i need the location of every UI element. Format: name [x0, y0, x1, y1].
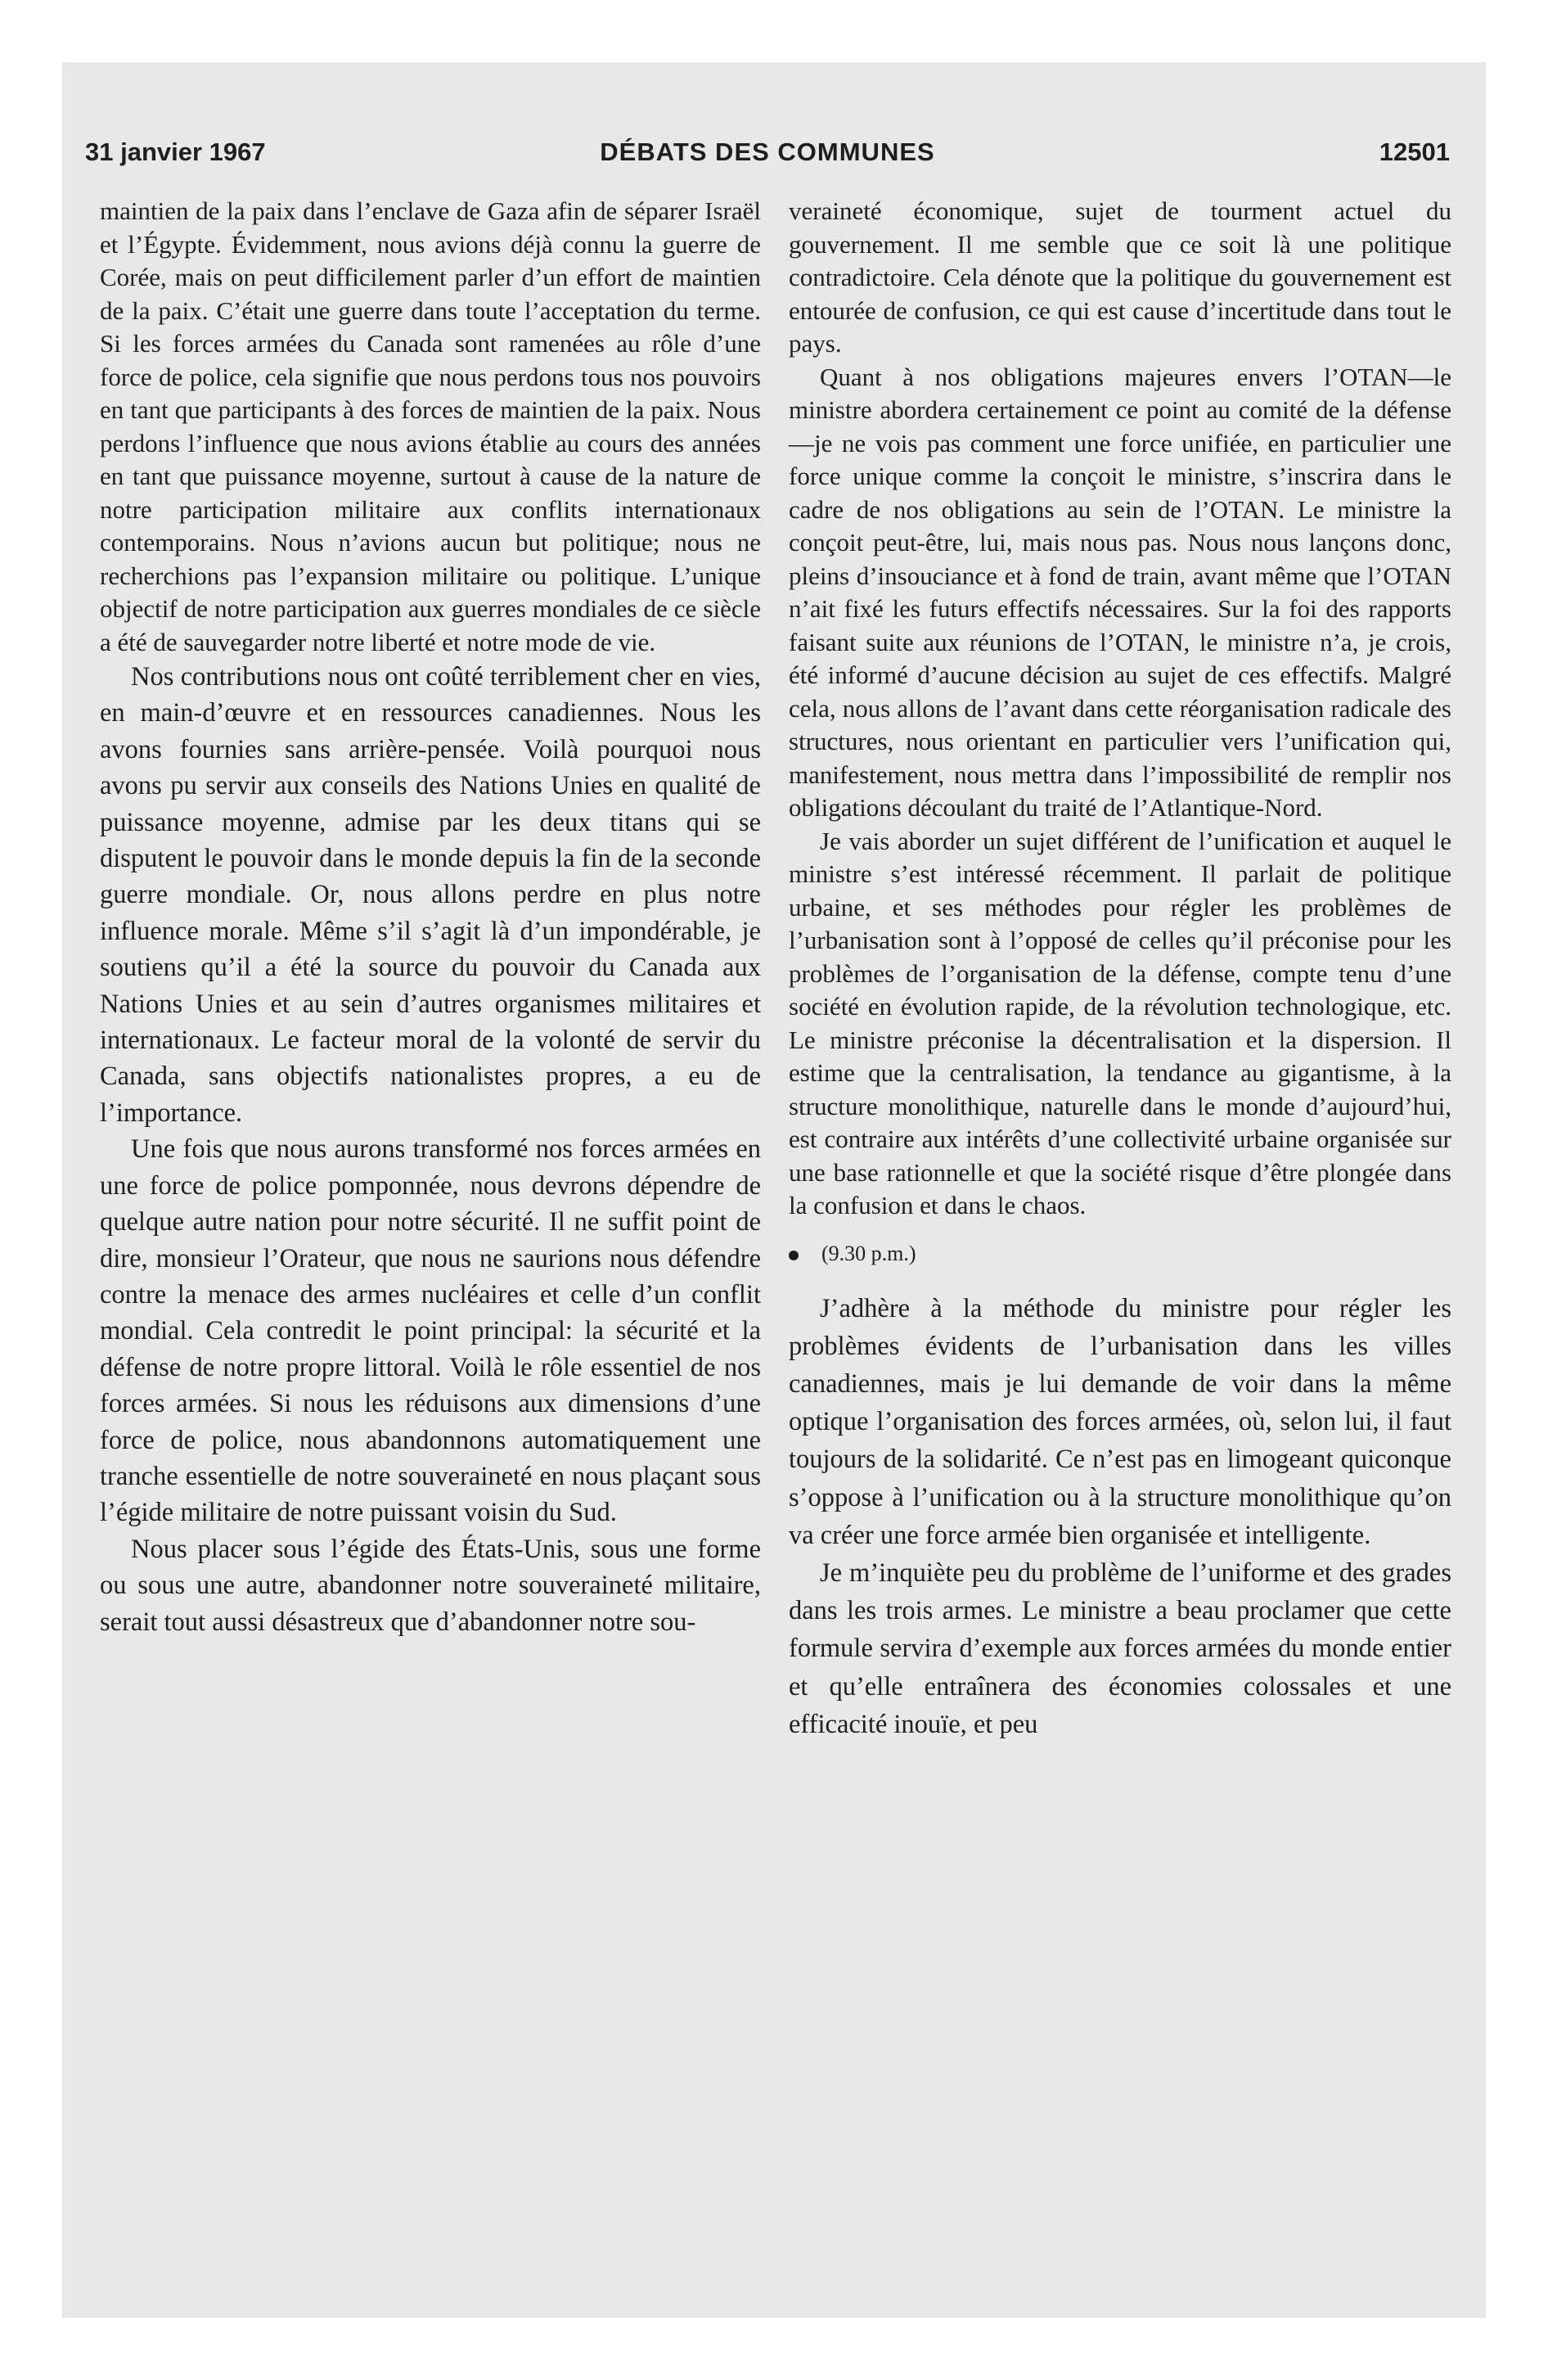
left-paragraph-1: maintien de la paix dans l’enclave de Gaza afin de séparer Israël et l’Égypte. Évidemment, nous avions déjà connu la guerre de Corée, mais on peut difficilement parler d’un effort de maintien de la paix. C’était une guerre dans toute l’acceptation du terme. Si les forces armées du Canada sont ramenées au rôle d’une force de police, cela signifie que nous perdons tous nos pouvoirs en tant que participants à des forces de maintien de la paix. Nous perdons l’influence que nous avions établie au cours des années en tant que puissance moyenne, surtout à cause de la nature de notre participation militaire aux conflits internationaux contemporains. Nous n’avions aucun but politique; nous ne recherchions pas l’expansion militaire ou politique. L’unique objectif de notre participation aux guerres mondiales de ce siècle a été de sauvegarder notre liberté et notre mode de vie. [100, 196, 761, 656]
header-title: DÉBATS DES COMMUNES [600, 137, 935, 166]
right-paragraph-4: J’adhère à la méthode du ministre pour régler les problèmes évidents de l’urbanisation dans les villes canadiennes, mais je lui demande de voir dans la même optique l’organisation des forces armées, où, selon lui, il faut toujours de la solidarité. Ce n’est pas en limogeant quiconque s’oppose à l’unification ou à la structure monolithique qu’on va créer une force armée bien organisée et intelligente. [789, 1293, 1451, 1550]
left-paragraph-3: Une fois que nous aurons transformé nos forces armées en une force de police pomponnée, nous devrons dépendre de quelque autre nation pour notre sécurité. Il ne suffit point de dire, monsieur l’Orateur, que nous ne saurions nous défendre contre la menace des armes nucléaires et celle d’un conflit mondial. Cela contredit le point principal: la sécurité et la défense de notre propre littoral. Voilà le rôle essentiel de nos forces armées. Si nous les réduisons aux dimensions d’une force de police, nous abandonnons automatiquement une tranche essentielle de notre souveraineté en nous plaçant sous l’égide militaire de notre puissant voisin du Sud. [100, 1134, 761, 1528]
header-date: 31 janvier 1967 [85, 137, 266, 166]
page-header [85, 137, 1450, 174]
right-paragraph-2: Quant à nos obligations majeures envers l’OTAN—le ministre abordera certainement ce point au comité de la défense—je ne vois pas comment une force unifiée, en particulier une force unique comme la conçoit le ministre, s’inscrira dans le cadre de nos obligations au sein de l’OTAN. Le ministre la conçoit peut-être, lui, mais nous pas. Nous nous lançons donc, pleins d’insouciance et à fond de train, avant même que l’OTAN n’ait fixé les futurs effectifs nécessaires. Sur la foi des rapports faisant suite aux réunions de l’OTAN, le ministre n’a, je crois, été informé d’aucune décision au sujet de ces effectifs. Malgré cela, nous allons de l’avant dans cette réorganisation radicale des structures, nous orientant en particulier vers l’unification qui, manifestement, nous mettra dans l’impossibilité de remplir nos obligations découlant du traité de l’Atlantique-Nord. [789, 362, 1451, 822]
right-paragraph-5: Je m’inquiète peu du problème de l’uniforme et des grades dans les trois armes. Le ministre a beau proclamer que cette formule servira d’exemple aux forces armées du monde entier et qu’elle entraînera des économies colossales et une efficacité inouïe, et peu [789, 1557, 1451, 1739]
left-column [100, 195, 761, 1640]
left-paragraph-4: Nous placer sous l’égide des États-Unis, sous une forme ou sous une autre, abandonner notre souveraineté militaire, serait tout aussi désastreux que d’abandonner notre sou- [100, 1534, 761, 1637]
right-paragraph-3: Je vais aborder un sujet différent de l’unification et auquel le ministre s’est intéressé récemment. Il parlait de politique urbaine, et ses méthodes pour régler les problèmes de l’urbanisation sont à l’opposé de celles qu’il préconise pour les problèmes de l’organisation de la défense, compte tenu d’une société en évolution rapide, de la révolution technologique, etc. Le ministre préconise la décentralisation et la dispersion. Il estime que la centralisation, la tendance au gigantisme, à la structure monolithique, naturelle dans le monde d’aujourd’hui, est contraire aux intérêts d’une collectivité urbaine organisée sur une base rationnelle et que la société risque d’être plongée dans la confusion et dans le chaos. [789, 826, 1451, 1219]
header-page-number: 12501 [1379, 137, 1450, 166]
left-paragraph-2: Nos contributions nous ont coûté terriblement cher en vies, en main-d’œuvre et en ressources canadiennes. Nous les avons fournies sans arrière-pensée. Voilà pourquoi nous avons pu servir aux conseils des Nations Unies en qualité de puissance moyenne, admise par les deux titans qui se disputent le pouvoir dans le monde depuis la fin de la seconde guerre mondiale. Or, nous allons perdre en plus notre influence morale. Même s’il s’agit là d’un impondérable, je soutiens qu’il a été la source du pouvoir du Canada aux Nations Unies et au sein d’autres organismes militaires et internationaux. Le facteur moral de la volonté de servir du Canada, sans objectifs nationalistes propres, a eu de l’importance. [100, 662, 761, 1128]
right-paragraph-1: veraineté économique, sujet de tourment actuel du gouvernement. Il me semble que ce soit là une politique contradictoire. Cela dénote que la politique du gouvernement est entourée de confusion, ce qui est cause d’incertitude dans tout le pays. [789, 196, 1451, 358]
right-column [789, 195, 1451, 1743]
bullet-icon [789, 1251, 799, 1260]
time-marker-text: (9.30 p.m.) [821, 1241, 916, 1265]
time-marker [789, 1237, 1451, 1270]
